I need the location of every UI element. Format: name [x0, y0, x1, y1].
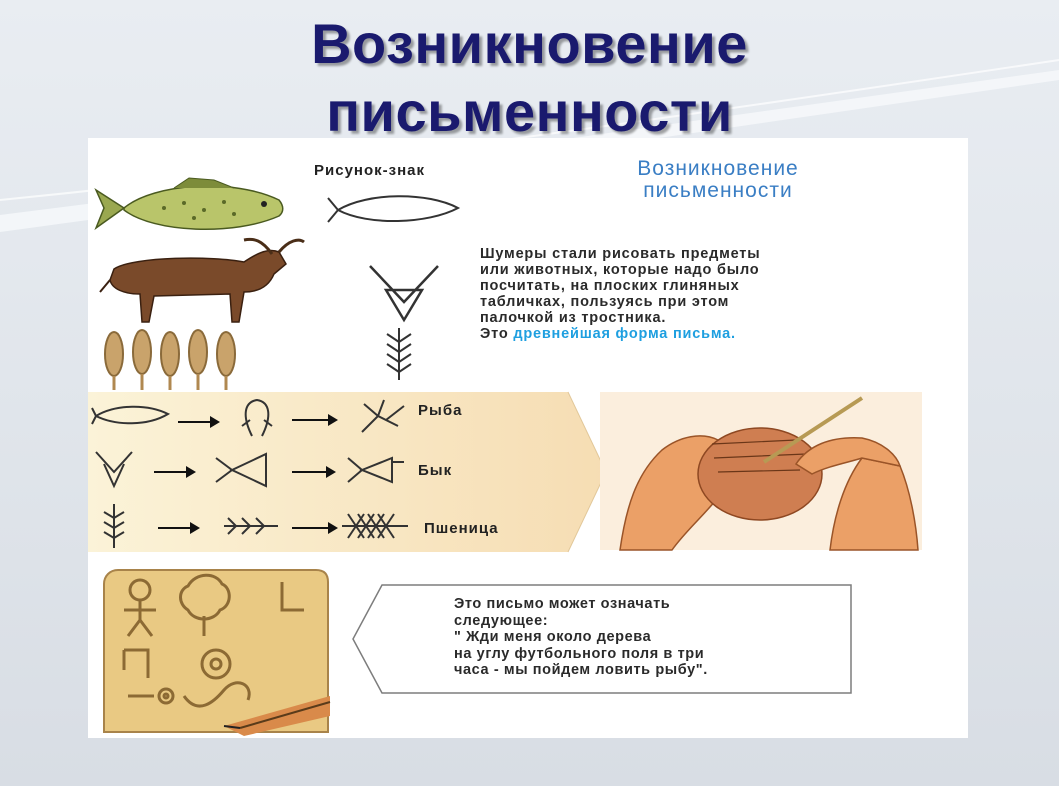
note-line: на углу футбольного поля в три: [454, 645, 705, 662]
paragraph-line: посчитать, на плоских глиняных: [480, 278, 740, 294]
last-line-prefix: Это: [480, 326, 514, 342]
row-label-bull: Бык: [418, 462, 453, 479]
row-label-wheat: Пшеница: [424, 520, 499, 537]
inner-title: [568, 158, 868, 202]
paragraph-line: Шумеры стали рисовать предметы: [480, 246, 761, 262]
slide-title: [0, 10, 1059, 146]
note-line: " Жди меня около дерева: [454, 629, 652, 645]
fish-sign: [328, 190, 468, 230]
note-line: следующее:: [454, 612, 549, 629]
paragraph-line: или животных, которые надо было: [480, 262, 760, 278]
wheat-sign: [384, 328, 414, 380]
bull-evolution-glyphs: [92, 448, 412, 492]
row-label-fish: Рыба: [418, 402, 463, 419]
note-line: Это письмо может означать: [454, 596, 671, 612]
note-line: часа - мы пойдем ловить рыбу".: [454, 662, 708, 678]
bull-picture: [94, 234, 304, 326]
slide-title-line1: Возникновение: [311, 12, 748, 75]
sumerians-paragraph: [480, 246, 950, 342]
paragraph-last-line: [480, 326, 950, 342]
wheat-evolution-glyphs: [92, 504, 412, 548]
inner-title-line1: Возникновение: [637, 157, 799, 180]
slide-title-line2: письменности: [326, 80, 733, 143]
fish-evolution-glyphs: [92, 396, 412, 440]
fish-picture: [94, 178, 294, 238]
header-label-drawing-sign: Рисунок-знак: [314, 162, 426, 179]
writing-origin-figure: [88, 138, 968, 738]
ancient-writing-highlight: древнейшая форма письма.: [513, 326, 736, 342]
carved-tablet-picture: [104, 566, 330, 736]
hands-clay-tablet-picture: [600, 392, 922, 550]
paragraph-line: табличках, пользуясь при этом: [480, 294, 730, 310]
bull-sign: [364, 262, 444, 322]
wheat-picture: [102, 330, 252, 390]
inner-title-line2: письменности: [643, 179, 793, 202]
note-text: [454, 596, 854, 679]
paragraph-line: палочкой из тростника.: [480, 310, 667, 326]
